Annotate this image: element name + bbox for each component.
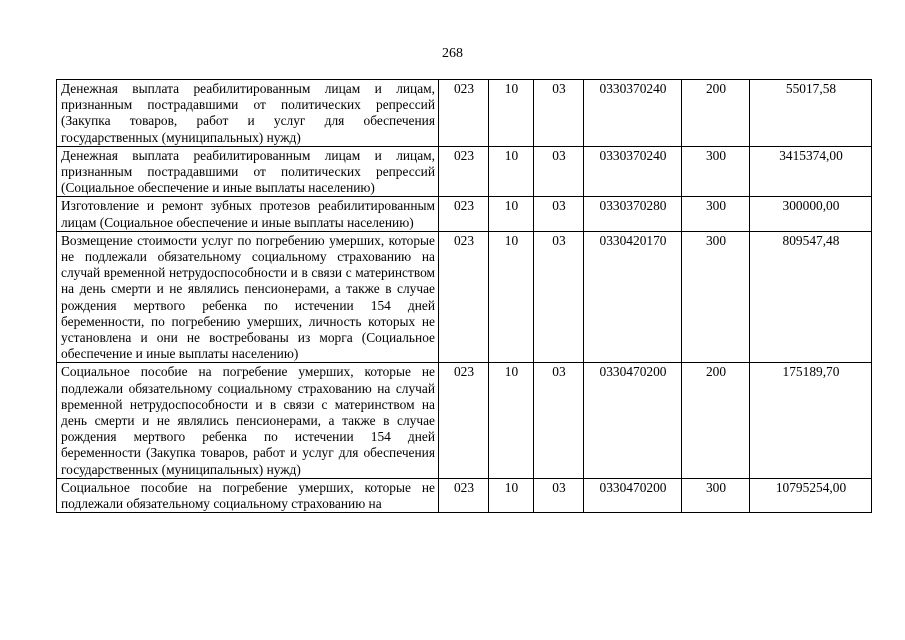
section-code: 10: [489, 231, 534, 363]
table-row: [57, 146, 872, 197]
target-article-code: 0330370240: [584, 146, 682, 197]
target-article-code: 0330370240: [584, 80, 682, 147]
amount: 809547,48: [750, 231, 872, 363]
expense-type-code: 200: [682, 363, 750, 478]
expense-type-code: 200: [682, 80, 750, 147]
row-description: Социальное пособие на погребение умерших, которые не подлежали обязательному социальному страхованию на случай временной нетрудоспособности и в связи с материнством на день смерти и не являлись пенсионерами, а также в случае рождения мертвого ребенка по истечении 154 дней беременности (Закупка товаров, работ и услуг для обеспечения государственных (муниципальных) нужд): [57, 363, 439, 478]
amount: 300000,00: [750, 197, 872, 231]
ministry-code: 023: [439, 197, 489, 231]
subsection-code: 03: [534, 197, 584, 231]
amount: 3415374,00: [750, 146, 872, 197]
target-article-code: 0330370280: [584, 197, 682, 231]
section-code: 10: [489, 363, 534, 478]
subsection-code: 03: [534, 231, 584, 363]
target-article-code: 0330470200: [584, 478, 682, 512]
row-description: Денежная выплата реабилитированным лицам и лицам, признанным пострадавшими от политических репрессий (Закупка товаров, работ и услуг для обеспечения государственных (муниципальных) нужд): [57, 80, 439, 147]
expense-type-code: 300: [682, 197, 750, 231]
amount: 55017,58: [750, 80, 872, 147]
subsection-code: 03: [534, 478, 584, 512]
row-description: Изготовление и ремонт зубных протезов реабилитированным лицам (Социальное обеспечение и иные выплаты населению): [57, 197, 439, 231]
subsection-code: 03: [534, 363, 584, 478]
section-code: 10: [489, 478, 534, 512]
target-article-code: 0330420170: [584, 231, 682, 363]
subsection-code: 03: [534, 146, 584, 197]
amount: 10795254,00: [750, 478, 872, 512]
page-number: 268: [442, 46, 463, 61]
ministry-code: 023: [439, 146, 489, 197]
table-row: [57, 363, 872, 478]
section-code: 10: [489, 197, 534, 231]
amount: 175189,70: [750, 363, 872, 478]
expense-type-code: 300: [682, 478, 750, 512]
table-row: [57, 478, 872, 512]
table-row: [57, 197, 872, 231]
subsection-code: 03: [534, 80, 584, 147]
ministry-code: 023: [439, 231, 489, 363]
ministry-code: 023: [439, 478, 489, 512]
ministry-code: 023: [439, 80, 489, 147]
expense-type-code: 300: [682, 146, 750, 197]
row-description: Денежная выплата реабилитированным лицам и лицам, признанным пострадавшими от политических репрессий (Социальное обеспечение и иные выплаты населению): [57, 146, 439, 197]
section-code: 10: [489, 80, 534, 147]
budget-table: [56, 79, 872, 513]
expense-type-code: 300: [682, 231, 750, 363]
table-row: [57, 80, 872, 147]
row-description: Возмещение стоимости услуг по погребению умерших, которые не подлежали обязательному социальному страхованию на случай временной нетрудоспособности и в связи с материнством на день смерти и не являлись пенсионерами, а также в случае рождения мертвого ребенка по истечении 154 дней беременности, по погребению умерших, личность которых не установлена и они не востребованы из морга (Социальное обеспечение и иные выплаты населению): [57, 231, 439, 363]
table-row: [57, 231, 872, 363]
section-code: 10: [489, 146, 534, 197]
row-description: Социальное пособие на погребение умерших, которые не подлежали обязательному социальному страхованию на: [57, 478, 439, 512]
ministry-code: 023: [439, 363, 489, 478]
target-article-code: 0330470200: [584, 363, 682, 478]
